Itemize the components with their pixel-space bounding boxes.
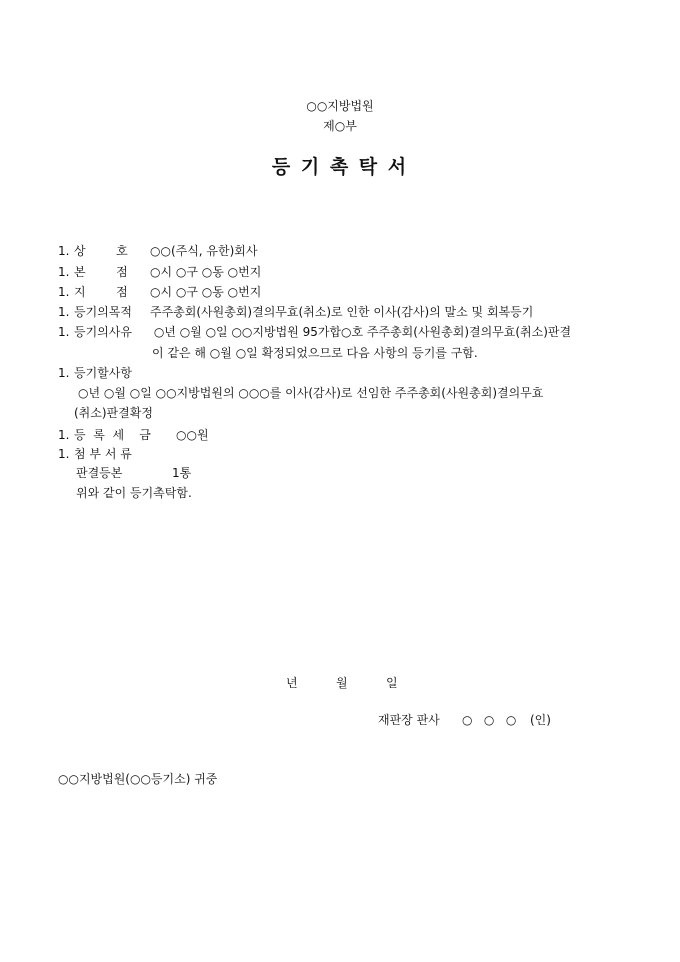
item-value: ○년 ○월 ○일 ○○지방법원 95가합○호 주주총회(사원총회)결의무효(취소)판결	[150, 325, 572, 339]
item-value: ○시 ○구 ○동 ○번지	[150, 285, 262, 299]
item-value-continued: 이 같은 해 ○월 ○일 확정되었으므로 다음 사항의 등기를 구함.	[152, 346, 478, 360]
item-label: 첨 부 서 류	[74, 447, 132, 461]
addressee: ○○지방법원(○○등기소) 귀중	[58, 772, 218, 786]
closing-statement: 위와 같이 등기촉탁함.	[76, 486, 192, 500]
item-label: 상 호	[74, 244, 128, 258]
document-title: 등 기 촉 탁 서	[271, 156, 409, 178]
item-number: 1.	[58, 244, 70, 258]
signer-role: 재판장 판사	[378, 713, 440, 727]
item-value: ○○(주식, 유한)회사	[150, 244, 258, 258]
item-value: ○시 ○구 ○동 ○번지	[150, 265, 262, 279]
item-number: 1.	[58, 428, 70, 442]
court-name: ○○지방법원	[306, 99, 374, 113]
item-number: 1.	[58, 325, 70, 339]
date-month: 월	[336, 676, 348, 690]
date-year: 년	[286, 676, 298, 690]
attachment-doc-name: 판결등본	[76, 466, 123, 480]
division-name: 제○부	[323, 119, 357, 133]
registration-matter-line1: ○년 ○월 ○일 ○○지방법원의 ○○○를 이사(감사)로 선임한 주주총회(사원총회)결의무효	[78, 386, 544, 400]
attachment-doc-count: 1통	[172, 466, 192, 480]
item-value: ○○원	[176, 428, 209, 442]
item-label: 등 록 세 금	[74, 428, 151, 442]
seal-mark: (인)	[530, 713, 551, 727]
item-number: 1.	[58, 447, 70, 461]
signer-name: ○ ○ ○	[462, 713, 517, 727]
item-number: 1.	[58, 285, 70, 299]
registration-matter-line2: (취소)판결확정	[74, 406, 153, 420]
item-label: 등기할사항	[74, 366, 132, 380]
item-label: 등기의사유	[74, 325, 132, 339]
item-label: 지 점	[74, 285, 128, 299]
item-label: 등기의목적	[74, 305, 132, 319]
item-number: 1.	[58, 305, 70, 319]
item-number: 1.	[58, 366, 70, 380]
item-label: 본 점	[74, 265, 128, 279]
date-day: 일	[386, 676, 398, 690]
item-value: 주주총회(사원총회)결의무효(취소)로 인한 이사(감사)의 말소 및 회복등기	[150, 305, 534, 319]
item-number: 1.	[58, 265, 70, 279]
